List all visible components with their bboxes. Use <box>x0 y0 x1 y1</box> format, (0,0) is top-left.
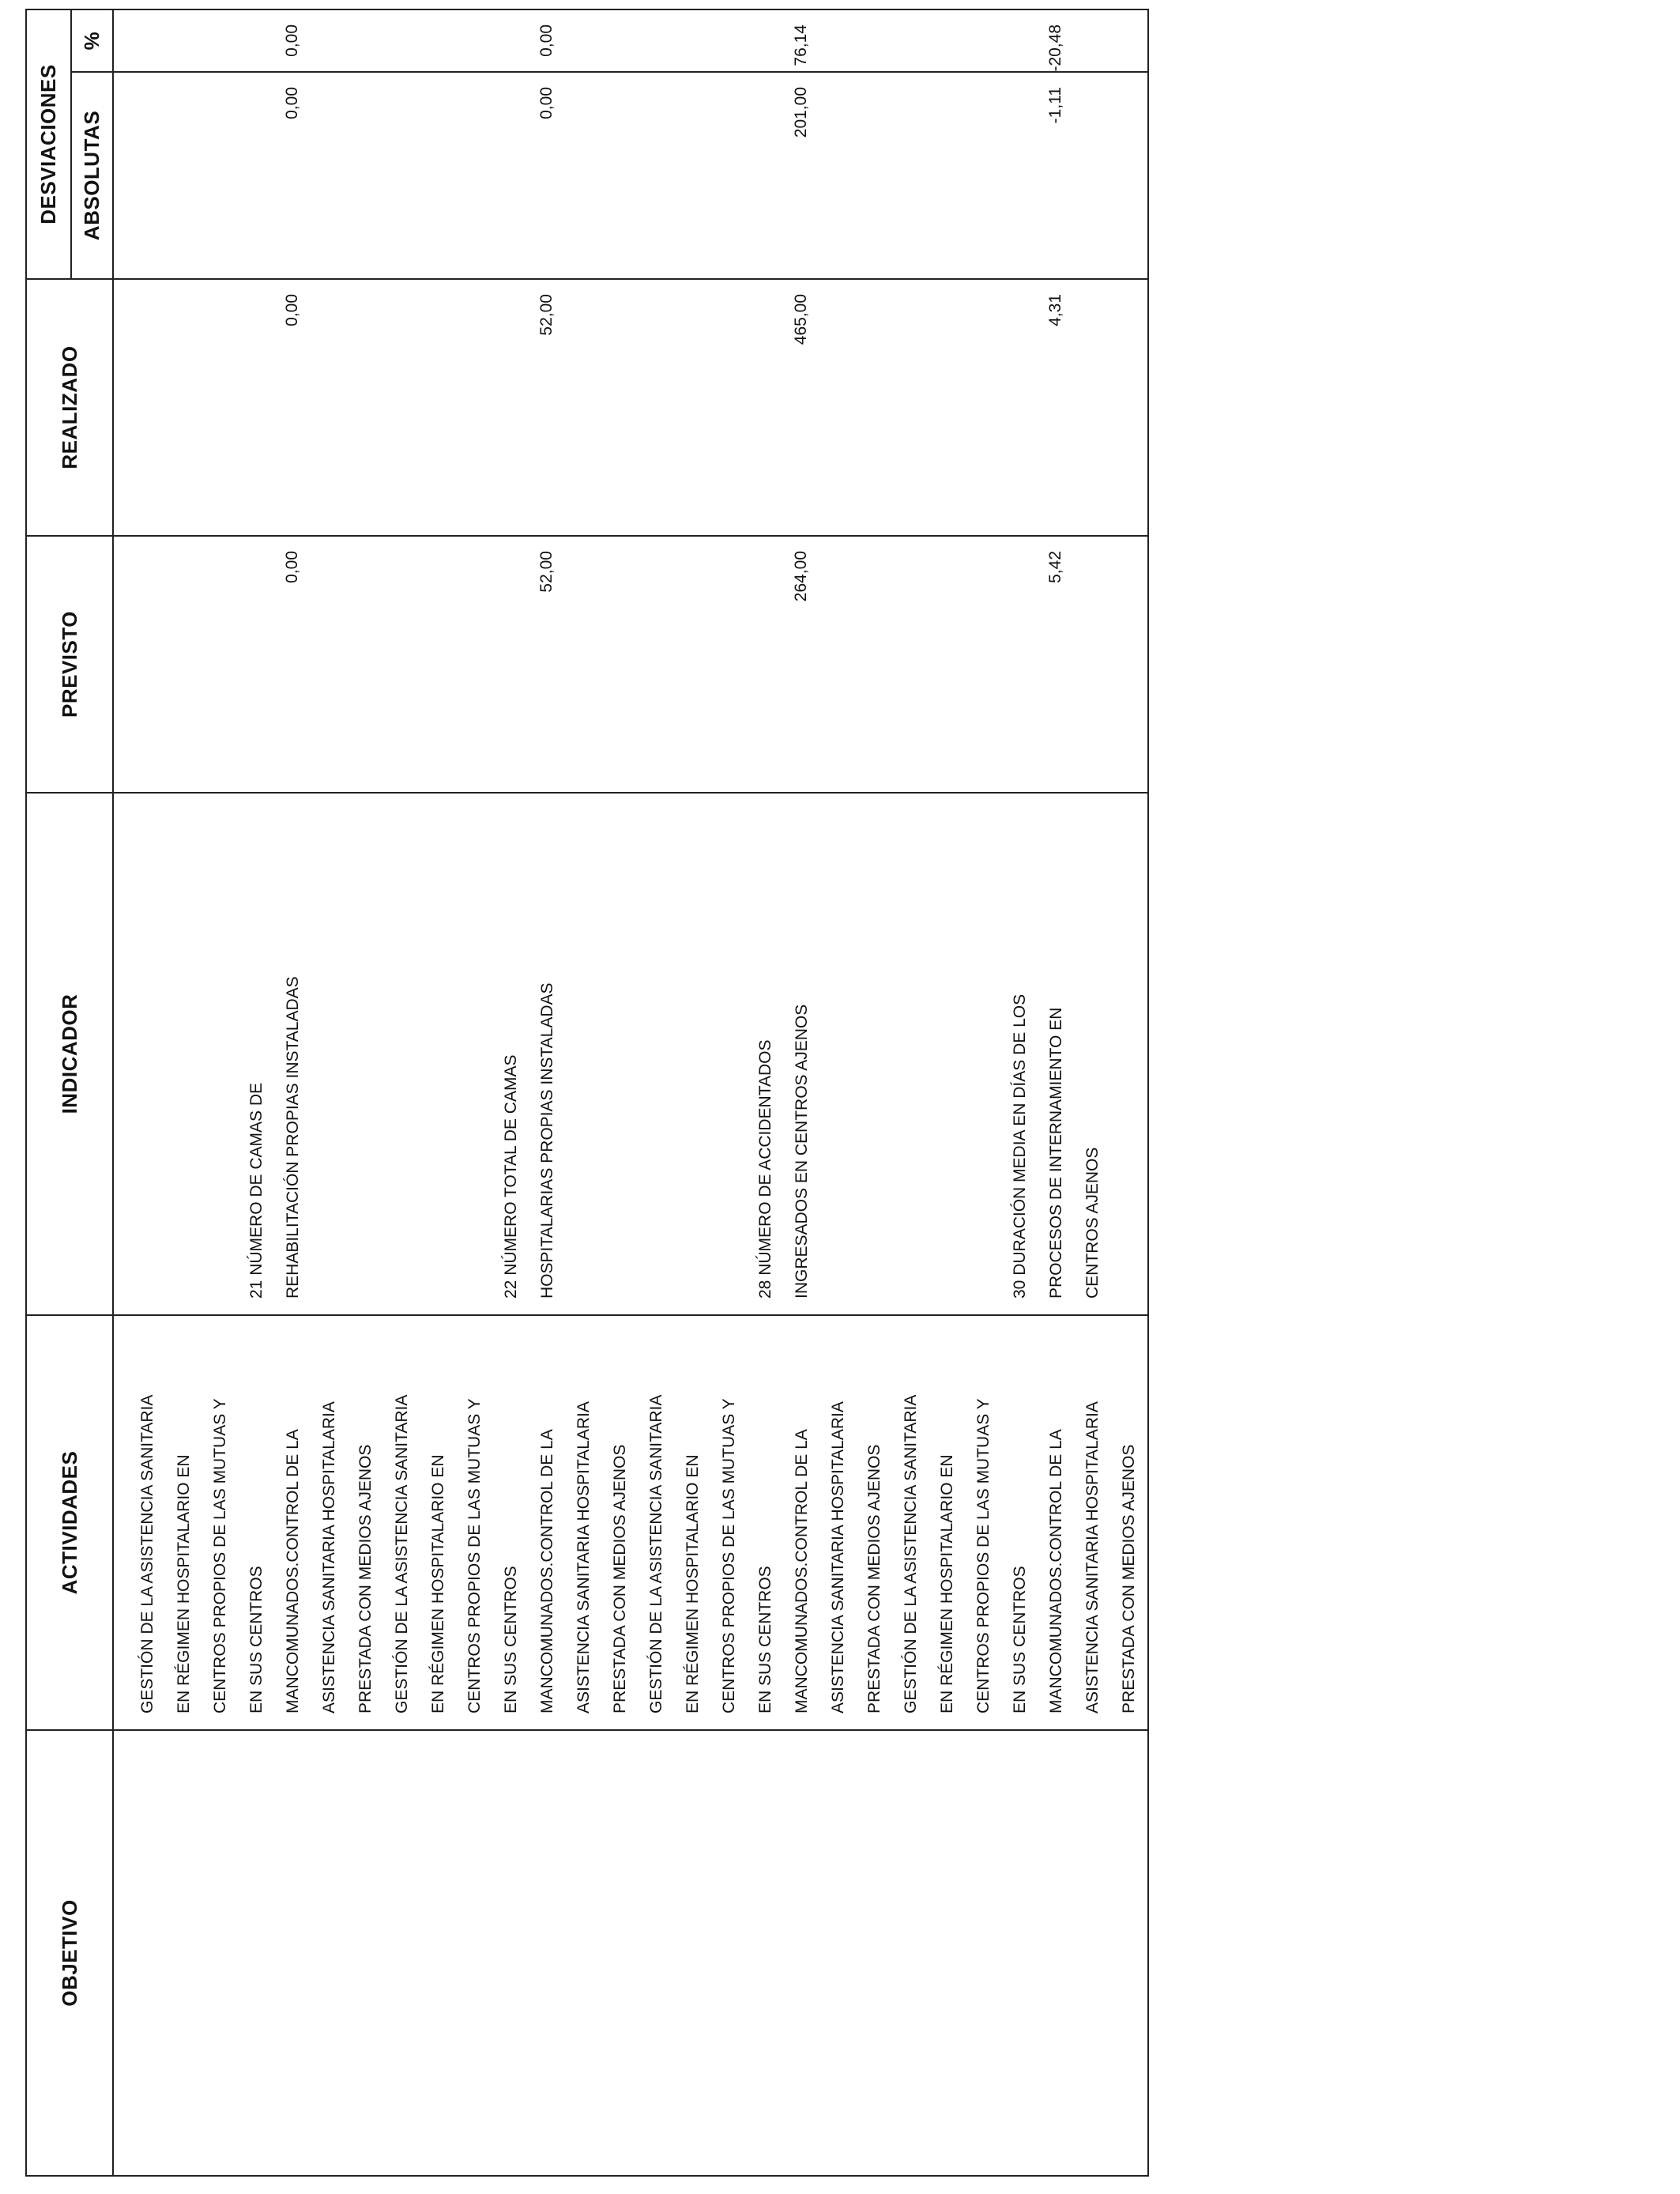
indicators-table <box>25 9 1149 2177</box>
actividades-line: GESTIÓN DE LA ASISTENCIA SANITARIA <box>138 1394 156 1713</box>
indicador-line: PROCESOS DE INTERNAMIENTO EN <box>1047 1007 1065 1299</box>
actividades-line: EN SUS CENTROS <box>502 1566 520 1713</box>
indicador-line: CENTROS AJENOS <box>1083 1147 1102 1299</box>
actividades-line: CENTROS PROPIOS DE LAS MUTUAS Y <box>720 1398 738 1713</box>
indicador-text <box>1002 872 1111 1299</box>
header-desviaciones: DESVIACIONES <box>26 9 71 279</box>
realizado-value: 0,00 <box>283 294 301 326</box>
body-row <box>113 9 1148 2176</box>
objetivo-cell <box>113 1730 1148 2176</box>
actividades-line: MANCOMUNADOS.CONTROL DE LA <box>284 1429 302 1713</box>
indicador-line: 28 NÚMERO DE ACCIDENTADOS <box>756 1039 774 1299</box>
previsto-value: 5,42 <box>1046 551 1064 583</box>
absolutas-value: -1,11 <box>1046 87 1064 124</box>
realizado-cell <box>113 279 1148 536</box>
absolutas-value: 201,00 <box>792 87 810 138</box>
indicador-line: 21 NÚMERO DE CAMAS DE <box>247 1082 266 1299</box>
indicador-line: INGRESADOS EN CENTROS AJENOS <box>793 1004 811 1299</box>
porcentaje-value: -20,48 <box>1046 25 1064 72</box>
previsto-value: 0,00 <box>283 551 301 583</box>
absolutas-value: 0,00 <box>283 87 301 119</box>
actividades-line: EN SUS CENTROS <box>1011 1566 1029 1713</box>
absolutas-value: 0,00 <box>537 87 556 119</box>
porcentaje-cell <box>113 9 1148 72</box>
previsto-value: 52,00 <box>537 551 556 593</box>
indicador-line: 30 DURACIÓN MEDIA EN DÍAS DE LOS <box>1011 993 1029 1299</box>
porcentaje-value: 0,00 <box>283 25 301 57</box>
realizado-value: 4,31 <box>1046 294 1064 326</box>
actividades-line: GESTIÓN DE LA ASISTENCIA SANITARIA <box>393 1394 411 1713</box>
previsto-cell <box>113 536 1148 793</box>
actividades-line: GESTIÓN DE LA ASISTENCIA SANITARIA <box>902 1394 920 1713</box>
header-absolutas: ABSOLUTAS <box>71 72 113 279</box>
previsto-value: 264,00 <box>792 551 810 602</box>
header-porcentaje: % <box>71 9 113 72</box>
actividades-line: EN SUS CENTROS <box>247 1566 266 1713</box>
actividades-line: EN SUS CENTROS <box>756 1566 774 1713</box>
header-objetivo: OBJETIVO <box>26 1730 113 2176</box>
rotated-table-sheet <box>25 10 1138 2177</box>
actividades-line: MANCOMUNADOS.CONTROL DE LA <box>793 1429 811 1713</box>
indicador-text <box>493 872 566 1299</box>
header-row <box>26 9 71 2176</box>
actividades-line: ASISTENCIA SANITARIA HOSPITALARIA <box>320 1401 338 1713</box>
actividades-line: ASISTENCIA SANITARIA HOSPITALARIA <box>574 1401 593 1713</box>
header-realizado: REALIZADO <box>26 279 113 536</box>
indicador-text <box>239 872 311 1299</box>
actividades-line: ASISTENCIA SANITARIA HOSPITALARIA <box>1083 1401 1102 1713</box>
actividades-line: CENTROS PROPIOS DE LAS MUTUAS Y <box>974 1398 993 1713</box>
actividades-line: GESTIÓN DE LA ASISTENCIA SANITARIA <box>647 1394 665 1713</box>
indicador-line: REHABILITACIÓN PROPIAS INSTALADAS <box>284 976 302 1299</box>
absolutas-cell <box>113 72 1148 279</box>
realizado-value: 52,00 <box>537 294 556 336</box>
actividades-line: PRESTADA CON MEDIOS AJENOS <box>356 1444 375 1713</box>
actividades-line: PRESTADA CON MEDIOS AJENOS <box>611 1444 629 1713</box>
actividades-line: EN RÉGIMEN HOSPITALARIO EN <box>175 1454 193 1713</box>
actividades-line: EN RÉGIMEN HOSPITALARIO EN <box>684 1454 702 1713</box>
actividades-line: EN RÉGIMEN HOSPITALARIO EN <box>938 1454 956 1713</box>
actividades-line: PRESTADA CON MEDIOS AJENOS <box>1120 1444 1138 1713</box>
header-actividades: ACTIVIDADES <box>26 1315 113 1730</box>
indicador-text <box>748 872 820 1299</box>
actividades-line: CENTROS PROPIOS DE LAS MUTUAS Y <box>211 1398 229 1713</box>
actividades-line: PRESTADA CON MEDIOS AJENOS <box>865 1444 883 1713</box>
porcentaje-value: 76,14 <box>792 25 810 66</box>
header-previsto: PREVISTO <box>26 536 113 793</box>
actividades-line: EN RÉGIMEN HOSPITALARIO EN <box>429 1454 447 1713</box>
indicador-cell <box>113 793 1148 1315</box>
actividades-line: MANCOMUNADOS.CONTROL DE LA <box>538 1429 556 1713</box>
actividades-line: MANCOMUNADOS.CONTROL DE LA <box>1047 1429 1065 1713</box>
actividades-cell <box>113 1315 1148 1730</box>
actividades-line: ASISTENCIA SANITARIA HOSPITALARIA <box>829 1401 847 1713</box>
indicador-line: HOSPITALARIAS PROPIAS INSTALADAS <box>538 982 556 1299</box>
header-indicador: INDICADOR <box>26 793 113 1315</box>
actividades-line: CENTROS PROPIOS DE LAS MUTUAS Y <box>465 1398 484 1713</box>
realizado-value: 465,00 <box>792 294 810 345</box>
indicador-line: 22 NÚMERO TOTAL DE CAMAS <box>502 1054 520 1299</box>
actividades-text <box>114 1316 1147 1729</box>
porcentaje-value: 0,00 <box>537 25 556 57</box>
